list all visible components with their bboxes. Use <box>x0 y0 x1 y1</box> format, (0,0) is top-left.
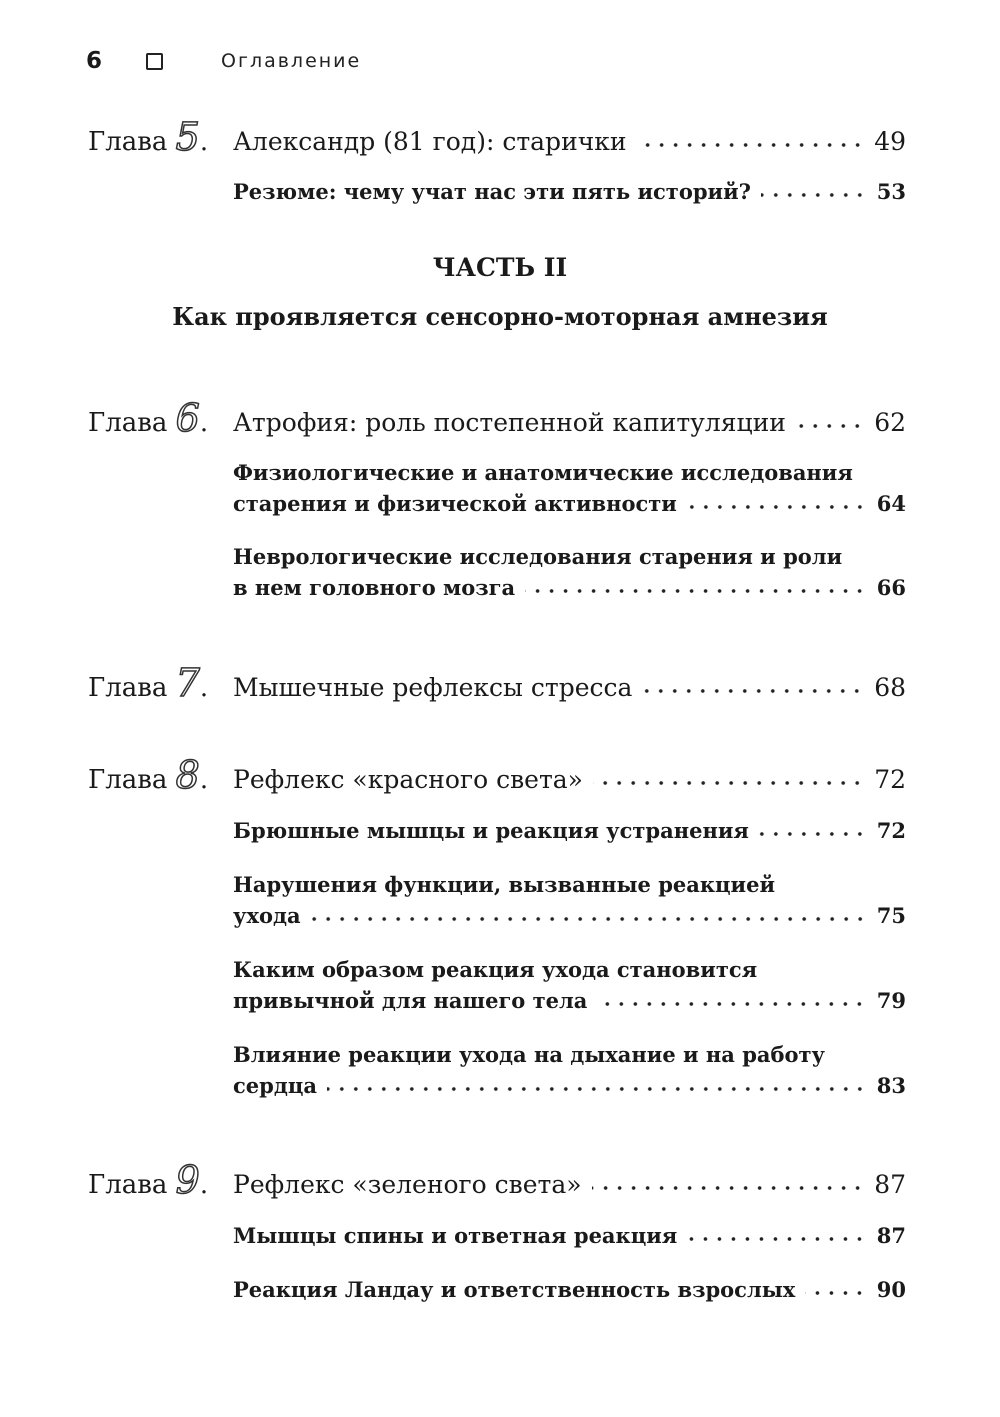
toc-section-entry[interactable] <box>233 541 906 603</box>
page-ref: 83 <box>876 1073 906 1098</box>
section-title-line: старения и физической активности <box>233 491 677 516</box>
section-title-line: сердца <box>233 1073 317 1098</box>
chapter-title: Александр (81 год): старички <box>233 127 627 156</box>
page-ref: 87 <box>874 1170 906 1199</box>
toc-chapter-entry[interactable] <box>88 1160 906 1200</box>
toc-section-entry[interactable] <box>233 1274 906 1305</box>
section-title-line: в нем головного мозга <box>233 575 516 600</box>
dot-leader <box>327 1087 867 1091</box>
page-ref: 68 <box>874 673 906 702</box>
page-ref: 62 <box>874 408 906 437</box>
dot-leader <box>761 193 867 197</box>
page-ref: 66 <box>876 575 906 600</box>
toc-section-entry[interactable] <box>233 815 906 846</box>
chapter-word: Глава <box>88 765 168 795</box>
section-title-line: Каким образом реакция ухода становится <box>233 957 758 982</box>
running-header <box>86 46 361 76</box>
dot-leader <box>805 1291 866 1295</box>
chapter-word: Глава <box>88 408 168 438</box>
dot-leader <box>597 1002 866 1006</box>
chapter-label: Глава 8. <box>88 753 209 797</box>
dot-leader <box>687 505 867 509</box>
toc-chapter-entry[interactable] <box>88 398 906 438</box>
page-ref: 75 <box>876 903 906 928</box>
toc-chapter-entry[interactable] <box>88 117 906 157</box>
section-title-line: Неврологические исследования старения и роли <box>233 544 843 569</box>
page-number: 6 <box>86 48 103 74</box>
dot-leader <box>796 424 864 428</box>
toc-section-entry[interactable] <box>233 954 906 1016</box>
section-title-line: ухода <box>233 903 301 928</box>
part-title: ЧАСТЬ II <box>432 253 568 282</box>
square-bullet-icon <box>146 53 163 70</box>
toc-section-entry[interactable] <box>233 1039 906 1101</box>
page-ref: 53 <box>876 179 906 204</box>
page-ref: 64 <box>876 491 906 516</box>
chapter-word: Глава <box>88 1170 168 1200</box>
section-title: Оглавление <box>221 50 362 72</box>
page-ref: 72 <box>874 765 906 794</box>
toc-section-entry[interactable] <box>233 1220 906 1251</box>
dot-leader <box>311 917 867 921</box>
chapter-label: Глава 6. <box>88 396 209 440</box>
chapter-word: Глава <box>88 673 168 703</box>
chapter-number: 5 <box>175 115 200 159</box>
dot-leader <box>592 1186 865 1190</box>
toc-section-entry[interactable] <box>233 869 906 931</box>
dot-leader <box>593 781 864 785</box>
toc-chapter-entry[interactable] <box>88 663 906 703</box>
page-ref: 87 <box>876 1223 906 1248</box>
section-title-line: Нарушения функции, вызванные реакцией <box>233 872 776 897</box>
chapter-label: Глава 7. <box>88 661 209 705</box>
chapter-title: Рефлекс «красного света» <box>233 765 583 794</box>
page-ref: 79 <box>876 988 906 1013</box>
section-title-line: Резюме: чему учат нас эти пять историй? <box>233 179 751 204</box>
chapter-label: Глава 9. <box>88 1158 209 1202</box>
dot-leader <box>687 1237 866 1241</box>
section-title-line: Реакция Ландау и ответственность взрослых <box>233 1277 796 1302</box>
section-title-line: Брюшные мышцы и реакция устранения <box>233 818 749 843</box>
chapter-number: 9 <box>175 1158 200 1202</box>
chapter-title: Атрофия: роль постепенной капитуляции <box>233 408 786 437</box>
chapter-title: Мышечные рефлексы стресса <box>233 673 633 702</box>
chapter-number: 6 <box>175 396 200 440</box>
chapter-label: Глава 5. <box>88 115 209 159</box>
toc-section-entry[interactable] <box>233 457 906 519</box>
chapter-title: Рефлекс «зеленого света» <box>233 1170 582 1199</box>
part-subtitle: Как проявляется сенсорно-моторная амнезия <box>172 302 828 331</box>
dot-leader <box>759 832 867 836</box>
section-title-line: Влияние реакции ухода на дыхание и на работу <box>233 1042 825 1067</box>
page-ref: 49 <box>874 127 906 156</box>
dot-leader <box>642 689 864 693</box>
toc-chapter-entry[interactable] <box>88 755 906 795</box>
section-title-line: привычной для нашего тела <box>233 988 588 1013</box>
section-title-line: Мышцы спины и ответная реакция <box>233 1223 678 1248</box>
chapter-number: 7 <box>175 661 200 705</box>
page-ref: 72 <box>876 818 906 843</box>
section-title-line: Физиологические и анатомические исследования <box>233 460 853 485</box>
dot-leader <box>525 589 867 593</box>
toc-section-entry[interactable] <box>233 176 906 207</box>
page-ref: 90 <box>876 1277 906 1302</box>
chapter-number: 8 <box>175 753 200 797</box>
dot-leader <box>637 143 865 147</box>
chapter-word: Глава <box>88 127 168 157</box>
